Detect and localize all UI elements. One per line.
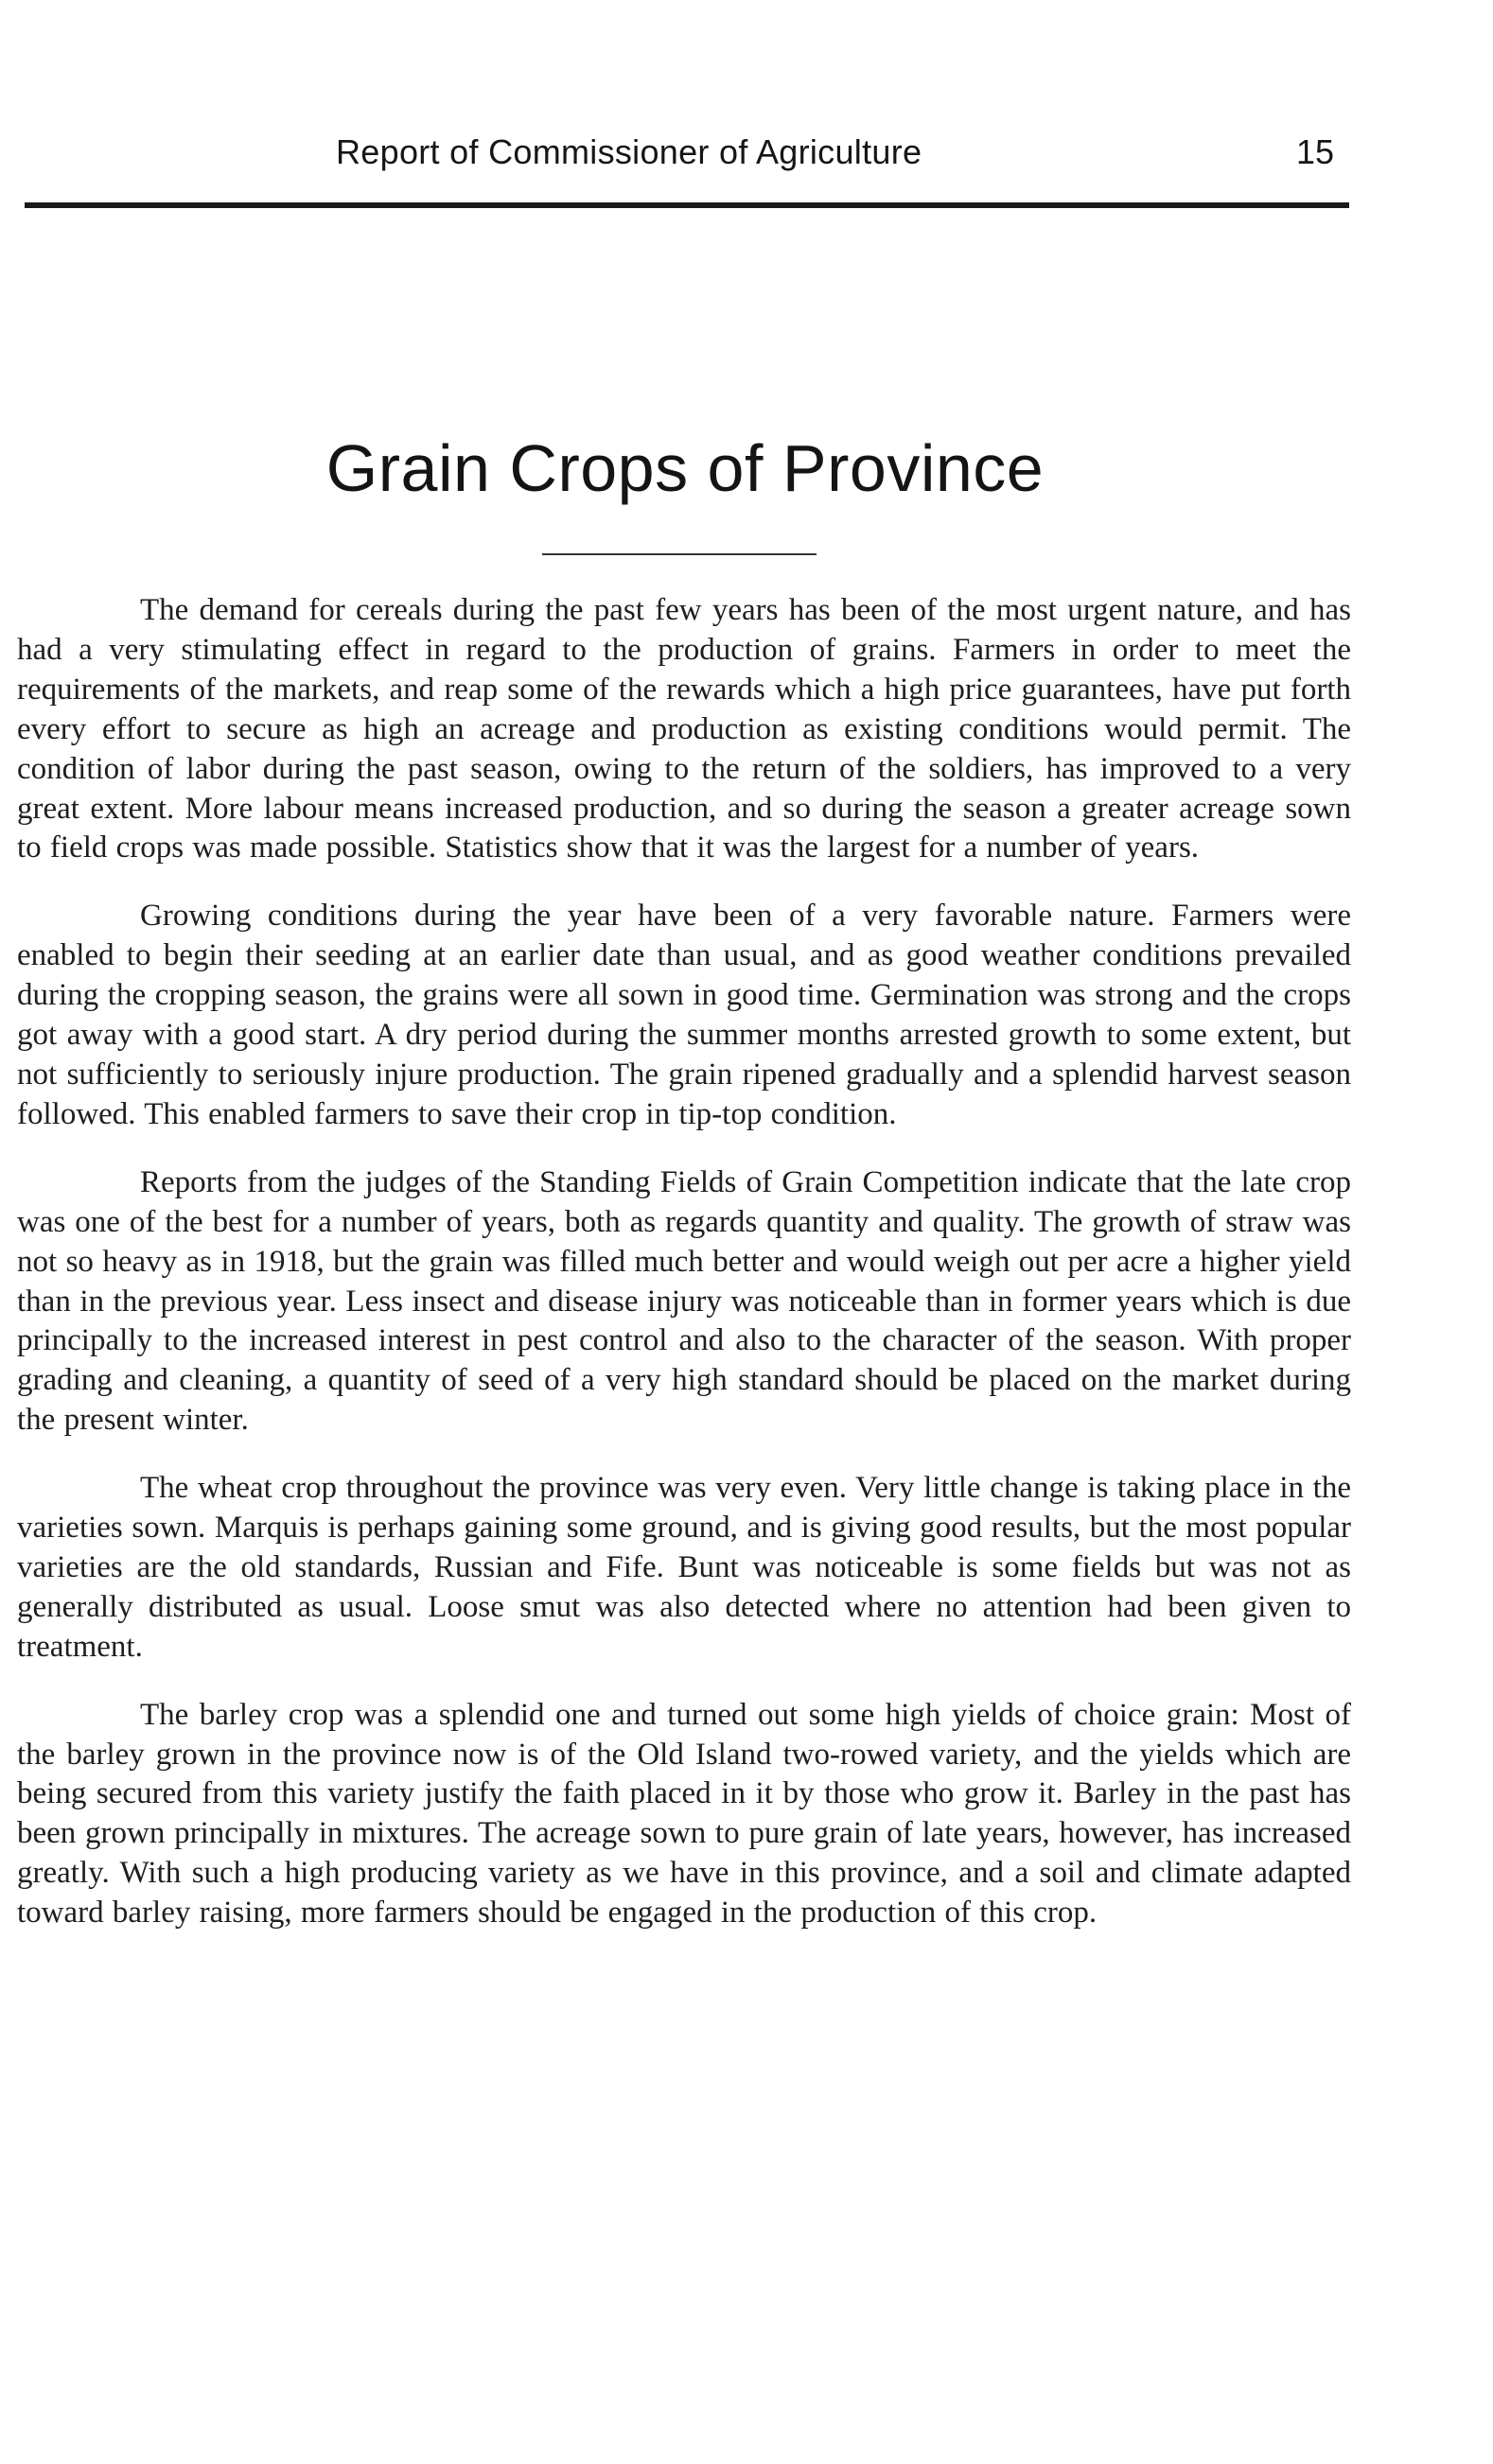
page-number: 15 (1296, 132, 1335, 171)
paragraph-growing-conditions: Growing conditions during the year have been of a very favorable nature. Farmers were enabled to begin their seeding at an earlier date than usual, and as good weather conditions prevailed during the cropping season, the grains were all sown in good time. Germination was strong and the crops got away with a good start. A dry period during the summer months arrested growth to some extent, but not sufficiently to seriously injure production. The grain ripened gradually and a splendid harvest season followed. This enabled farmers to save their crop in tip-top condition. (17, 899, 1351, 1131)
running-header (0, 132, 1493, 180)
title-rule (542, 553, 817, 555)
header-rule (25, 202, 1349, 208)
paragraph-barley-crop: The barley crop was a splendid one and turned out some high yields of choice grain: Most of the barley grown in the province now is of the Old Island two-rowed variety, and the yields which are being secured from this variety justify the faith placed in it by those who grow it. Barley in the past has been grown principally in mixtures. The acreage sown to pure grain of late years, however, has increased greatly. With such a high producing variety as we have in this province, and a soil and climate adapted toward barley raising, more farmers should be engaged in the production of this crop. (17, 1697, 1351, 1931)
paragraph-standing-fields-reports: Reports from the judges of the Standing Fields of Grain Competition indicate that the late crop was one of the best for a number of years, both as regards quantity and quality. The growth of straw was not so heavy as in 1918, but the grain was filled much better and would weigh out per acre a higher yield than in the previous year. Less insect and disease injury was noticeable than in former years which is due principally to the increased interest in pest control and also to the character of the season. With proper grading and cleaning, a quantity of seed of a very high standard should be placed on the market during the present winter. (17, 1164, 1351, 1438)
running-title: Report of Commissioner of Agriculture (336, 132, 922, 171)
paragraph-demand-for-cereals: The demand for cereals during the past few years has been of the most urgent nature, and has had a very stimulating effect in regard to the production of grains. Farmers in order to meet the requirements of the markets, and reap some of the rewards which a high price guarantees, have put forth every effort to secure as high an acreage and production as existing conditions would permit. The condition of labor during the past season, owing to the return of the soldiers, has improved to a very great extent. More labour means increased production, and so during the season a greater acreage sown to field crops was made possible. Statistics show that it was the largest for a number of years. (17, 593, 1351, 865)
article-title: Grain Crops of Province (325, 431, 1045, 505)
paragraph-wheat-crop: The wheat crop throughout the province was very even. Very little change is taking place in the varieties sown. Marquis is perhaps gaining some ground, and is giving good results, but the most popular varieties are the old standards, Russian and Fife. Bunt was noticeable is some fields but was not as generally distributed as usual. Loose smut was also detected where no attention had been given to treatment. (17, 1471, 1351, 1664)
article-body (17, 591, 1351, 1962)
